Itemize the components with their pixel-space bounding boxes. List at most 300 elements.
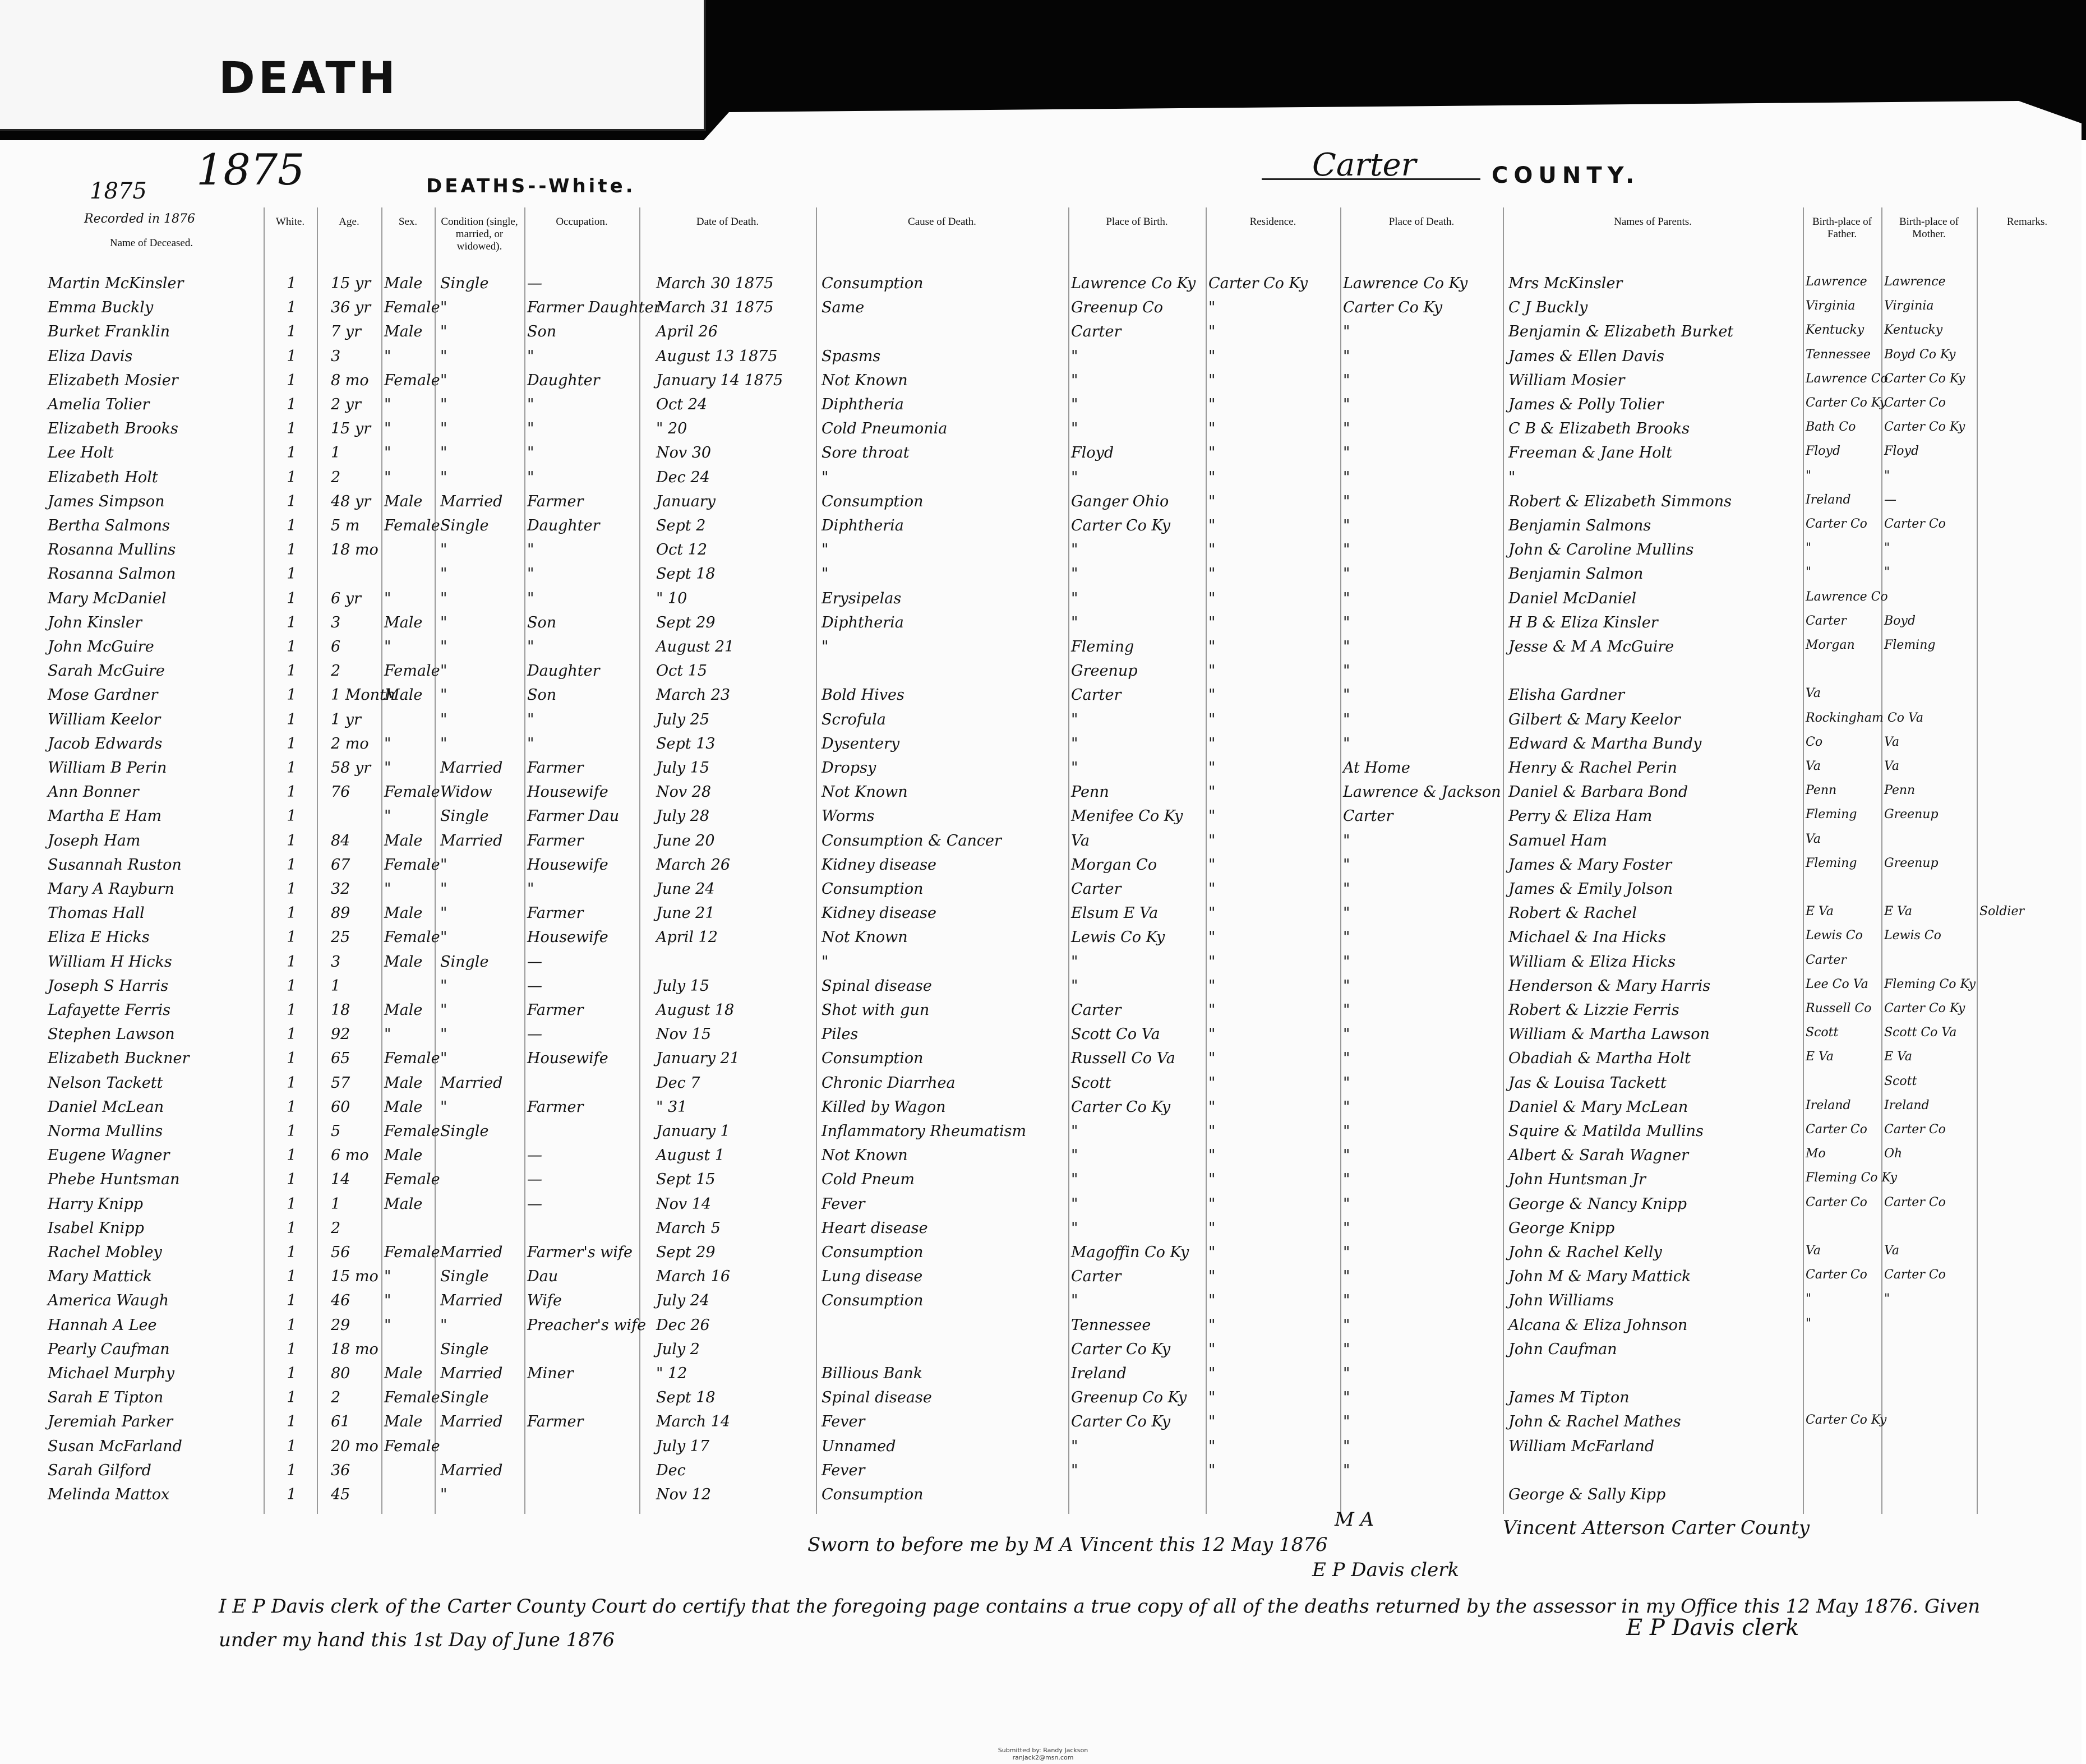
- deceased-name: Nelson Tackett: [48, 1074, 163, 1092]
- father-birthplace: Va: [1806, 1244, 1821, 1258]
- residence-value: ": [1208, 1147, 1216, 1165]
- date-of-death: August 21: [656, 638, 735, 655]
- condition-value: Single: [440, 1389, 489, 1407]
- sex-value: Male: [384, 492, 423, 510]
- father-birthplace: Carter Co Ky: [1806, 396, 1887, 410]
- age-value: 45: [331, 1486, 350, 1503]
- place-of-birth: Greenup Co Ky: [1071, 1389, 1187, 1407]
- occupation-value: Farmer: [527, 904, 584, 922]
- age-value: 3: [331, 347, 341, 365]
- occupation-value: Housewife: [527, 783, 608, 801]
- record-row: [0, 614, 2086, 639]
- sex-value: ": [384, 347, 391, 365]
- residence-value: ": [1208, 783, 1216, 801]
- age-value: 36 yr: [331, 299, 371, 317]
- age-value: 2 yr: [331, 396, 361, 413]
- white-mark: 1: [287, 880, 297, 898]
- sex-value: Female: [384, 299, 440, 317]
- cause-of-death: Bold Hives: [822, 686, 904, 704]
- father-birthplace: Co: [1806, 735, 1823, 749]
- age-value: 2: [331, 662, 341, 680]
- mother-birthplace: E Va: [1884, 1050, 1913, 1064]
- deceased-name: Sarah McGuire: [48, 662, 165, 680]
- occupation-value: Farmer: [527, 1413, 584, 1431]
- cause-of-death: Spinal disease: [822, 977, 932, 995]
- age-value: 76: [331, 783, 350, 801]
- record-row: [0, 299, 2086, 324]
- residence-value: ": [1208, 492, 1216, 510]
- date-of-death: Sept 18: [656, 565, 716, 583]
- place-of-death: ": [1343, 1316, 1350, 1334]
- sex-value: ": [384, 444, 391, 462]
- cause-of-death: Cold Pneum: [822, 1171, 915, 1189]
- age-value: 58 yr: [331, 759, 371, 777]
- sex-value: Female: [384, 1123, 440, 1140]
- place-of-death: ": [1343, 1195, 1350, 1213]
- cause-of-death: Dysentery: [822, 735, 900, 752]
- father-birthplace: Bath Co: [1806, 420, 1856, 435]
- mother-birthplace: Carter Co: [1884, 1195, 1946, 1209]
- mother-birthplace: Floyd: [1884, 444, 1919, 459]
- sex-value: Male: [384, 1001, 423, 1019]
- sex-value: Female: [384, 1171, 440, 1189]
- date-of-death: Nov 30: [656, 444, 712, 462]
- white-mark: 1: [287, 686, 297, 704]
- white-mark: 1: [287, 275, 297, 292]
- occupation-value: Preacher's wife: [527, 1316, 647, 1334]
- white-mark: 1: [287, 929, 297, 946]
- age-value: 29: [331, 1316, 350, 1334]
- age-value: 60: [331, 1098, 350, 1116]
- place-of-birth: Floyd: [1071, 444, 1114, 462]
- cause-of-death: ": [822, 541, 829, 559]
- date-of-death: March 5: [656, 1219, 721, 1237]
- father-birthplace: Penn: [1806, 783, 1837, 798]
- residence-value: ": [1208, 541, 1216, 559]
- date-of-death: Nov 15: [656, 1026, 712, 1043]
- deceased-name: Thomas Hall: [48, 904, 145, 922]
- residence-value: ": [1208, 347, 1216, 365]
- record-row: [0, 1292, 2086, 1317]
- deceased-name: Eliza E Hicks: [48, 929, 150, 946]
- place-of-death: ": [1343, 1026, 1350, 1043]
- deceased-name: Susan McFarland: [48, 1437, 182, 1455]
- place-of-death: ": [1343, 420, 1350, 438]
- residence-value: ": [1208, 1292, 1216, 1310]
- record-row: [0, 493, 2086, 518]
- deceased-name: Jacob Edwards: [48, 735, 163, 752]
- deceased-name: Lafayette Ferris: [48, 1001, 171, 1019]
- residence-value: ": [1208, 662, 1216, 680]
- occupation-value: —: [527, 275, 542, 292]
- age-value: 3: [331, 953, 341, 971]
- record-row: [0, 1341, 2086, 1365]
- place-of-birth: ": [1071, 613, 1078, 631]
- submission-credit: [953, 1747, 1133, 1761]
- occupation-value: Farmer's wife: [527, 1244, 633, 1261]
- sex-value: ": [384, 420, 391, 438]
- mother-birthplace: Carter Co: [1884, 396, 1946, 410]
- deceased-name: Joseph Ham: [48, 832, 141, 849]
- residence-value: ": [1208, 1365, 1216, 1382]
- white-mark: 1: [287, 953, 297, 971]
- recorded-note: Recorded in 1876: [84, 212, 196, 226]
- cause-of-death: Not Known: [822, 1147, 908, 1165]
- record-row: [0, 1486, 2086, 1511]
- place-of-birth: ": [1071, 1195, 1078, 1213]
- place-of-birth: Lawrence Co Ky: [1071, 275, 1196, 292]
- place-of-death: ": [1343, 1171, 1350, 1189]
- sex-value: Male: [384, 1074, 423, 1092]
- header-age: Age.: [339, 216, 359, 228]
- residence-value: ": [1208, 420, 1216, 438]
- deceased-name: Michael Murphy: [48, 1365, 174, 1382]
- deceased-name: Jeremiah Parker: [48, 1413, 173, 1431]
- date-of-death: March 31 1875: [656, 299, 774, 317]
- deceased-name: Rosanna Mullins: [48, 541, 176, 559]
- father-birthplace: Carter Co: [1806, 1268, 1867, 1282]
- place-of-birth: ": [1071, 1461, 1078, 1479]
- place-of-death: ": [1343, 396, 1350, 413]
- place-of-death: ": [1343, 929, 1350, 946]
- father-birthplace: Kentucky: [1806, 323, 1865, 338]
- sex-value: Male: [384, 953, 423, 971]
- mother-birthplace: ": [1884, 565, 1890, 580]
- age-value: 14: [331, 1171, 350, 1189]
- occupation-value: Farmer: [527, 832, 584, 849]
- place-of-birth: Ganger Ohio: [1071, 492, 1169, 510]
- age-value: 48 yr: [331, 492, 371, 510]
- residence-value: ": [1208, 613, 1216, 631]
- cause-of-death: Consumption: [822, 1244, 924, 1261]
- parents-names: Albert & Sarah Wagner: [1508, 1147, 1688, 1165]
- residence-value: ": [1208, 953, 1216, 971]
- record-row: [0, 420, 2086, 445]
- condition-value: ": [440, 686, 447, 704]
- white-mark: 1: [287, 856, 297, 874]
- white-mark: 1: [287, 1340, 297, 1358]
- mother-birthplace: Boyd Co Ky: [1884, 347, 1956, 362]
- residence-value: ": [1208, 565, 1216, 583]
- record-row: [0, 323, 2086, 348]
- white-mark: 1: [287, 613, 297, 631]
- white-mark: 1: [287, 1244, 297, 1261]
- header-date: Date of Death.: [696, 216, 759, 228]
- record-tab: [0, 0, 706, 131]
- date-of-death: Oct 15: [656, 662, 708, 680]
- parents-names: John Huntsman Jr: [1508, 1171, 1646, 1189]
- place-of-death: Lawrence Co Ky: [1343, 275, 1468, 292]
- place-of-death: ": [1343, 1074, 1350, 1092]
- county-label: COUNTY.: [1492, 163, 1640, 188]
- cause-of-death: Kidney disease: [822, 904, 936, 922]
- cause-of-death: Heart disease: [822, 1219, 928, 1237]
- sex-value: Male: [384, 1147, 423, 1165]
- condition-value: ": [440, 1001, 447, 1019]
- place-of-birth: ": [1071, 468, 1078, 486]
- record-row: [0, 517, 2086, 542]
- deceased-name: Mary A Rayburn: [48, 880, 174, 898]
- parents-names: George Knipp: [1508, 1219, 1615, 1237]
- occupation-value: ": [527, 638, 534, 655]
- white-mark: 1: [287, 638, 297, 655]
- date-of-death: Dec 26: [656, 1316, 710, 1334]
- record-row: [0, 1244, 2086, 1268]
- place-of-death: ": [1343, 977, 1350, 995]
- place-of-death: ": [1343, 686, 1350, 704]
- deceased-name: Mary McDaniel: [48, 589, 167, 607]
- date-of-death: March 14: [656, 1413, 731, 1431]
- deceased-name: Isabel Knipp: [48, 1219, 144, 1237]
- residence-value: ": [1208, 1123, 1216, 1140]
- cause-of-death: Spinal disease: [822, 1389, 932, 1407]
- occupation-value: ": [527, 710, 534, 728]
- record-row: [0, 1389, 2086, 1414]
- sworn-signature: E P Davis clerk: [1312, 1559, 1460, 1581]
- age-value: 65: [331, 1050, 350, 1068]
- residence-value: ": [1208, 1244, 1216, 1261]
- occupation-value: ": [527, 565, 534, 583]
- place-of-birth: ": [1071, 1123, 1078, 1140]
- mother-birthplace: Oh: [1884, 1147, 1903, 1161]
- county-underline: [1262, 178, 1480, 180]
- mother-birthplace: Kentucky: [1884, 323, 1943, 338]
- place-of-death: ": [1343, 1413, 1350, 1431]
- age-value: 15 mo: [331, 1268, 379, 1286]
- parents-names: William Mosier: [1508, 371, 1625, 389]
- parents-names: Freeman & Jane Holt: [1508, 444, 1673, 462]
- sworn-statement: Sworn to before me by M A Vincent this 12 May 1876: [807, 1534, 1328, 1556]
- header-white: White.: [275, 216, 305, 228]
- place-of-birth: Carter: [1071, 1268, 1122, 1286]
- condition-value: ": [440, 1486, 447, 1503]
- white-mark: 1: [287, 1001, 297, 1019]
- date-of-death: " 12: [656, 1365, 687, 1382]
- condition-value: Married: [440, 759, 503, 777]
- deceased-name: Eugene Wagner: [48, 1147, 170, 1165]
- sex-value: Female: [384, 1050, 440, 1068]
- father-birthplace: ": [1806, 1292, 1812, 1306]
- sex-value: ": [384, 735, 391, 752]
- date-of-death: June 24: [656, 880, 715, 898]
- white-mark: 1: [287, 396, 297, 413]
- place-of-death: ": [1343, 517, 1350, 534]
- occupation-value: —: [527, 953, 542, 971]
- place-of-birth: ": [1071, 396, 1078, 413]
- age-value: 7 yr: [331, 323, 361, 341]
- cause-of-death: Consumption: [822, 1050, 924, 1068]
- residence-value: ": [1208, 589, 1216, 607]
- parents-names: Mrs McKinsler: [1508, 275, 1623, 292]
- deceased-name: Elizabeth Brooks: [48, 420, 178, 438]
- tab-title: DEATH: [219, 53, 399, 104]
- white-mark: 1: [287, 1486, 297, 1503]
- deceased-name: John Kinsler: [48, 613, 142, 631]
- mother-birthplace: Greenup: [1884, 807, 1939, 822]
- father-birthplace: ": [1806, 1316, 1812, 1331]
- record-row: [0, 1001, 2086, 1026]
- residence-value: ": [1208, 710, 1216, 728]
- father-birthplace: Va: [1806, 832, 1821, 846]
- sex-value: ": [384, 638, 391, 655]
- deceased-name: Ann Bonner: [48, 783, 139, 801]
- white-mark: 1: [287, 371, 297, 389]
- clerk-certification: I E P Davis clerk of the Carter County Court do certify that the foregoing page contains a true copy of all of the deaths returned by the assessor in my Office this 12 May 1876. Given under my hand this 1st Day of June 1876: [219, 1595, 1981, 1651]
- record-row: [0, 977, 2086, 1002]
- place-of-death: ": [1343, 832, 1350, 849]
- residence-value: ": [1208, 856, 1216, 874]
- occupation-value: Housewife: [527, 929, 608, 946]
- father-birthplace: Virginia: [1806, 299, 1856, 313]
- date-of-death: Sept 2: [656, 517, 706, 534]
- occupation-value: Farmer: [527, 759, 584, 777]
- deceased-name: Mary Mattick: [48, 1268, 153, 1286]
- record-row: [0, 662, 2086, 687]
- sex-value: Male: [384, 686, 423, 704]
- submitter-email: ranjack2@msn.com: [1012, 1754, 1074, 1761]
- year-handwritten: 1875: [196, 145, 305, 195]
- parents-names: Gilbert & Mary Keelor: [1508, 710, 1681, 728]
- condition-value: ": [440, 1316, 447, 1334]
- condition-value: ": [440, 420, 447, 438]
- cause-of-death: Dropsy: [822, 759, 876, 777]
- parents-names: Edward & Martha Bundy: [1508, 735, 1702, 752]
- mother-birthplace: Boyd: [1884, 613, 1916, 628]
- condition-value: ": [440, 541, 447, 559]
- place-of-death: ": [1343, 565, 1350, 583]
- place-of-birth: Carter Co Ky: [1071, 1340, 1171, 1358]
- place-of-birth: ": [1071, 1292, 1078, 1310]
- occupation-value: —: [527, 1171, 542, 1189]
- age-value: 2: [331, 468, 341, 486]
- date-of-death: March 26: [656, 856, 731, 874]
- place-of-birth: Ireland: [1071, 1365, 1127, 1382]
- parents-names: Henry & Rachel Perin: [1508, 759, 1677, 777]
- white-mark: 1: [287, 492, 297, 510]
- deceased-name: Norma Mullins: [48, 1123, 163, 1140]
- white-mark: 1: [287, 1365, 297, 1382]
- place-of-birth: ": [1071, 1437, 1078, 1455]
- white-mark: 1: [287, 1195, 297, 1213]
- residence-value: Carter Co Ky: [1208, 275, 1308, 292]
- age-value: 6 yr: [331, 589, 361, 607]
- residence-value: ": [1208, 1389, 1216, 1407]
- mother-birthplace: Lawrence: [1884, 275, 1946, 289]
- father-birthplace: Russell Co: [1806, 1001, 1872, 1015]
- record-row: [0, 638, 2086, 663]
- place-of-birth: ": [1071, 1171, 1078, 1189]
- occupation-value: —: [527, 977, 542, 995]
- parents-names: George & Sally Kipp: [1508, 1486, 1666, 1503]
- header-condition: Condition (single, married, or widowed).: [441, 216, 518, 252]
- residence-value: ": [1208, 371, 1216, 389]
- parents-names: Robert & Rachel: [1508, 904, 1637, 922]
- place-of-death: ": [1343, 541, 1350, 559]
- condition-value: Single: [440, 1268, 489, 1286]
- occupation-value: Son: [527, 323, 557, 341]
- condition-value: Married: [440, 1461, 503, 1479]
- father-birthplace: Fleming Co Ky: [1806, 1171, 1897, 1185]
- residence-value: ": [1208, 1026, 1216, 1043]
- place-of-death: At Home: [1343, 759, 1410, 777]
- age-value: 46: [331, 1292, 350, 1310]
- cause-of-death: Not Known: [822, 371, 908, 389]
- deceased-name: Burket Franklin: [48, 323, 170, 341]
- place-of-birth: Elsum E Va: [1071, 904, 1159, 922]
- father-birthplace: Carter Co: [1806, 517, 1867, 531]
- place-of-death: ": [1343, 1123, 1350, 1140]
- parents-names: John & Rachel Mathes: [1508, 1413, 1681, 1431]
- cause-of-death: Not Known: [822, 929, 908, 946]
- place-of-death: ": [1343, 856, 1350, 874]
- white-mark: 1: [287, 832, 297, 849]
- place-of-death: ": [1343, 323, 1350, 341]
- mother-birthplace: Carter Co Ky: [1884, 1001, 1965, 1015]
- mother-birthplace: E Va: [1884, 904, 1913, 919]
- cause-of-death: ": [822, 638, 829, 655]
- record-row: [0, 904, 2086, 929]
- age-value: 57: [331, 1074, 350, 1092]
- residence-value: ": [1208, 807, 1216, 825]
- condition-value: ": [440, 662, 447, 680]
- place-of-death: ": [1343, 735, 1350, 752]
- father-birthplace: Fleming: [1806, 856, 1857, 870]
- residence-value: ": [1208, 929, 1216, 946]
- parents-names: James M Tipton: [1508, 1389, 1630, 1407]
- white-mark: 1: [287, 1050, 297, 1068]
- occupation-value: Daughter: [527, 517, 600, 534]
- white-mark: 1: [287, 299, 297, 317]
- mother-birthplace: Carter Co: [1884, 1268, 1946, 1282]
- cause-of-death: Cold Pneumonia: [822, 420, 948, 438]
- mother-birthplace: Fleming: [1884, 638, 1936, 652]
- occupation-value: Farmer Dau: [527, 807, 620, 825]
- place-of-death: ": [1343, 1437, 1350, 1455]
- occupation-value: —: [527, 1195, 542, 1213]
- record-row: [0, 1365, 2086, 1389]
- deceased-name: Rosanna Salmon: [48, 565, 176, 583]
- occupation-value: Housewife: [527, 1050, 608, 1068]
- mother-birthplace: Carter Co: [1884, 1123, 1946, 1137]
- header-place-of-birth: Place of Birth.: [1106, 216, 1168, 228]
- white-mark: 1: [287, 1292, 297, 1310]
- age-value: 56: [331, 1244, 350, 1261]
- date-of-death: July 28: [656, 807, 710, 825]
- cause-of-death: Sore throat: [822, 444, 910, 462]
- form-title: DEATHS--White.: [426, 175, 636, 197]
- place-of-death: ": [1343, 904, 1350, 922]
- father-birthplace: Morgan: [1806, 638, 1855, 652]
- record-row: [0, 1026, 2086, 1050]
- place-of-birth: Carter: [1071, 1001, 1122, 1019]
- occupation-value: Daughter: [527, 371, 600, 389]
- occupation-value: ": [527, 468, 534, 486]
- date-of-death: Dec 24: [656, 468, 710, 486]
- cause-of-death: Killed by Wagon: [822, 1098, 946, 1116]
- sex-value: Female: [384, 1437, 440, 1455]
- record-row: [0, 1147, 2086, 1171]
- date-of-death: March 23: [656, 686, 731, 704]
- place-of-birth: Carter: [1071, 880, 1122, 898]
- record-row: [0, 541, 2086, 566]
- record-row: [0, 832, 2086, 857]
- clerk-signature: E P Davis clerk: [1626, 1615, 1799, 1641]
- occupation-value: ": [527, 735, 534, 752]
- age-value: 3: [331, 613, 341, 631]
- record-row: [0, 807, 2086, 832]
- place-of-death: ": [1343, 662, 1350, 680]
- place-of-death: ": [1343, 1147, 1350, 1165]
